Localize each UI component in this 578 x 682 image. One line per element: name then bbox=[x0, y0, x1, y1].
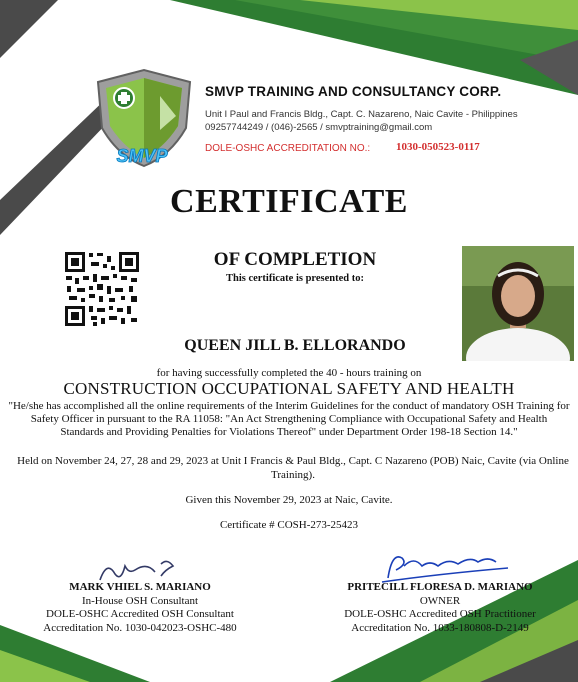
company-name: SMVP TRAINING AND CONSULTANCY CORP. bbox=[205, 84, 502, 99]
completion-line: for having successfully completed the 40 - hours training on bbox=[156, 367, 422, 379]
signature-left bbox=[95, 552, 195, 584]
accreditation-label: DOLE-OSHC ACCREDITATION NO.: bbox=[205, 143, 371, 154]
signatory-right-role: OWNER bbox=[419, 594, 461, 607]
company-contact: 09257744249 / (046)-2565 / smvptraining@gmail.com bbox=[205, 122, 433, 133]
certificate-subtitle: OF COMPLETION bbox=[213, 249, 377, 270]
training-held-info: Held on November 24, 27, 28 and 29, 2023 at Unit I Francis & Paul Bldg., Capt. C Nazareno (POB) Naic, Cavite (via Online Training). bbox=[17, 455, 569, 481]
signatory-left-name: MARK VHIEL S. MARIANO bbox=[69, 581, 211, 593]
presented-to-text: This certificate is presented to: bbox=[225, 273, 365, 284]
certificate-number: Certificate # COSH-273-25423 bbox=[219, 519, 359, 531]
accreditation-number: 1030-050523-0117 bbox=[396, 141, 480, 153]
signatory-left-accreditation-no: Accreditation No. 1030-042023-OSHC-480 bbox=[43, 621, 237, 634]
signatory-right-accreditation-no: Accreditation No. 1033-180808-D-2149 bbox=[351, 621, 529, 634]
accomplishment-statement: "He/she has accomplished all the online requirements of the Interim Guidelines for the conduct of mandatory OSH Training for Safety Officer in pursuant to the RA 11058: "An Act Strengthening Compliance with Occupational Safety and Health Standards and Providing Penalties for Violations Thereof" under Department Order 198-18 Section 14." bbox=[8, 400, 570, 438]
signatory-left bbox=[20, 581, 260, 635]
qr-code-icon bbox=[63, 250, 141, 328]
signatory-right-accreditation-type: DOLE-OSHC Accredited OSH Practitioner bbox=[344, 608, 536, 620]
given-date: Given this November 29, 2023 at Naic, Cavite. bbox=[185, 494, 393, 506]
signatory-left-role: In-House OSH Consultant bbox=[81, 594, 199, 607]
signatory-right bbox=[320, 581, 560, 635]
company-address: Unit I Paul and Francis Bldg., Capt. C. Nazareno, Naic Cavite - Philippines bbox=[205, 109, 518, 120]
svg-text:SMVP: SMVP bbox=[116, 146, 168, 166]
signatory-right-name: PRITECILL FLORESA D. MARIANO bbox=[347, 581, 533, 593]
signatory-left-accreditation-type: DOLE-OSHC Accredited OSH Consultant bbox=[46, 608, 234, 620]
shield-logo-icon bbox=[90, 68, 198, 172]
course-title: CONSTRUCTION OCCUPATIONAL SAFETY AND HEALTH bbox=[63, 379, 515, 398]
certificate-title: CERTIFICATE bbox=[170, 183, 408, 220]
recipient-name: QUEEN JILL B. ELLORANDO bbox=[184, 337, 406, 354]
